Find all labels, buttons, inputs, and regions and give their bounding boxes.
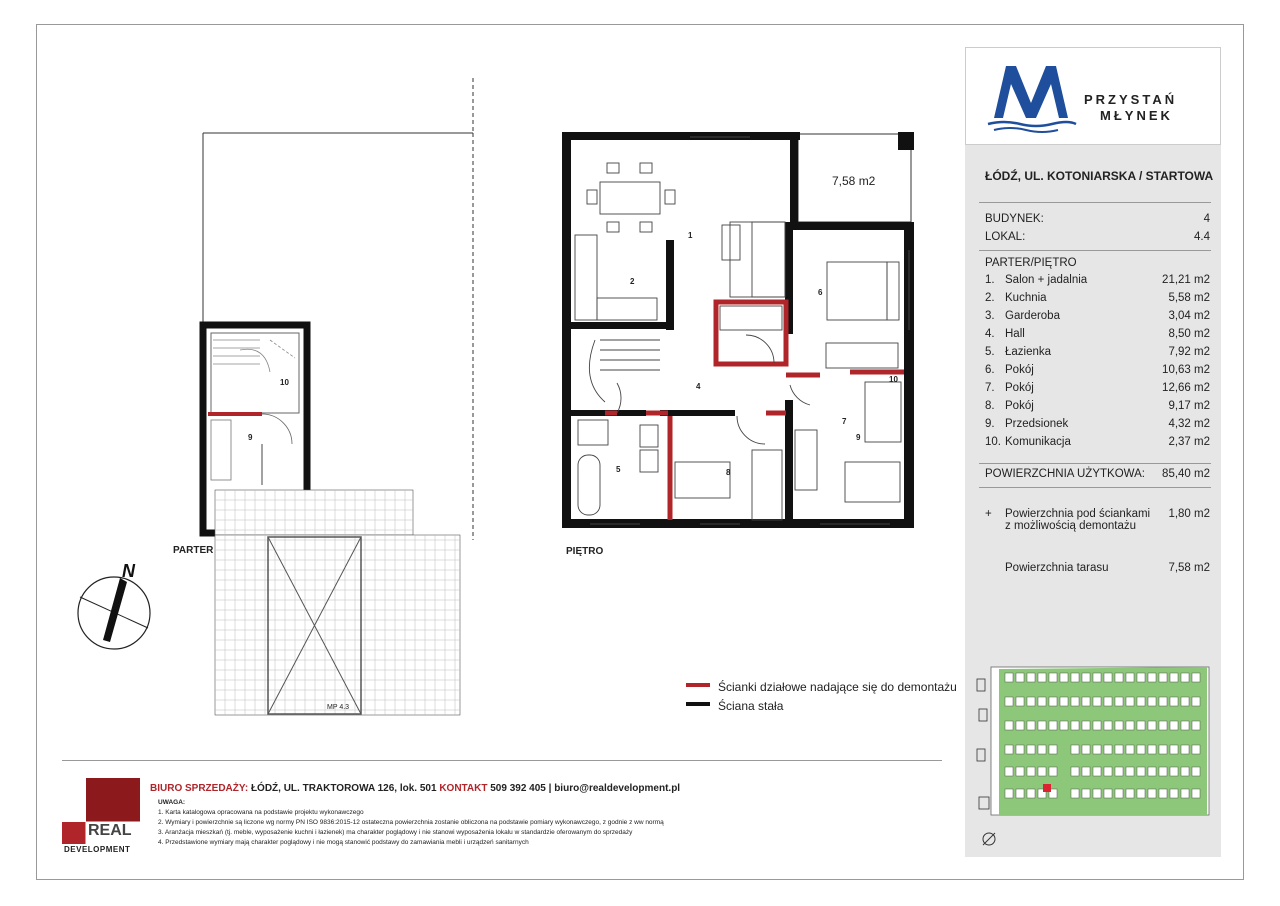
ground-floor-plan	[60, 70, 480, 730]
room-row: 6. Pokój 10,63 m2	[985, 364, 1210, 376]
site-map	[971, 659, 1217, 855]
floors-label: PARTER/PIĘTRO	[985, 257, 1077, 269]
parter-label: PARTER	[173, 545, 214, 556]
room-number-6: 6	[818, 288, 823, 297]
legend-removable: Ścianki działowe nadające się do demontażu	[718, 680, 957, 694]
address: ŁÓDŹ, UL. KOTONIARSKA / STARTOWA	[985, 169, 1214, 183]
legend-fixed: Ściana stała	[718, 699, 784, 713]
room-number-1: 1	[688, 231, 693, 240]
note-item: 1. Karta katalogowa opracowana na podstawie projektu wykonawczego	[158, 809, 364, 816]
note-item: 2. Wymiary i powierzchnie są liczone wg normy PN ISO 9836:2015-12 ostateczna powierzchnia zostanie obliczona na podstawie pomiary wykonawczego, z godnie z ww normą	[158, 819, 664, 826]
note-item: 3. Aranżacja mieszkań (tj. meble, wyposażenie kuchni i łazienek) ma charakter poglądowy i nie stanowi wyposażenia lokalu w standardzie oferowanym do sprzedaży	[158, 829, 633, 836]
room-row: 9. Przedsionek 4,32 m2	[985, 418, 1210, 430]
room-number-10: 10	[280, 378, 289, 387]
budynek-row: BUDYNEK: 4	[985, 213, 1210, 225]
logo-text: PRZYSTAŃ MŁYNEK	[1084, 92, 1178, 123]
room-row: 7. Pokój 12,66 m2	[985, 382, 1210, 394]
usable-area-row: POWIERZCHNIA UŻYTKOWA: 85,40 m2	[985, 468, 1210, 480]
note-item: 4. Przedstawione wymiary mają charakter poglądowy i nie mogą stanowić podstawy do zamawiania mebli i urządzeń sanitarnych	[158, 839, 529, 846]
room-number-7: 7	[842, 417, 847, 426]
room-number-8: 8	[726, 468, 731, 477]
room-number-10: 10	[889, 375, 898, 384]
room-row: 1. Salon + jadalnia 21,21 m2	[985, 274, 1210, 286]
sales-office: BIURO SPRZEDAŻY: ŁÓDŹ, UL. TRAKTOROWA 126, lok. 501 KONTAKT 509 392 405 | biuro@realdevelopment.pl	[150, 783, 681, 794]
pietro-label: PIĘTRO	[566, 546, 604, 557]
room-row: 2. Kuchnia 5,58 m2	[985, 292, 1210, 304]
upper-floor-plan	[560, 130, 920, 530]
mp-label: MP 4.3	[327, 704, 350, 711]
room-number-2: 2	[630, 277, 635, 286]
room-number-4: 4	[696, 382, 701, 391]
walls-extra-row: + Powierzchnia pod ściankami z możliwością demontażu 1,80 m2	[985, 508, 1210, 532]
room-number-9: 9	[856, 433, 861, 442]
terrace-area: 7,58 m2	[832, 174, 876, 188]
room-row: 4. Hall 8,50 m2	[985, 328, 1210, 340]
room-row: 3. Garderoba 3,04 m2	[985, 310, 1210, 322]
brand-sub: DEVELOPMENT	[64, 845, 131, 854]
room-number-5: 5	[616, 465, 621, 474]
legend-swatches	[686, 680, 716, 710]
north-label: N	[122, 561, 135, 581]
room-row: 10. Komunikacja 2,37 m2	[985, 436, 1210, 448]
room-row: 8. Pokój 9,17 m2	[985, 400, 1210, 412]
lokal-row: LOKAL: 4.4	[985, 231, 1210, 243]
room-number-9: 9	[248, 433, 253, 442]
brand-name: REAL	[88, 822, 132, 839]
info-sidebar	[965, 47, 1221, 857]
notes: UWAGA: 1. Karta katalogowa opracowana na podstawie projektu wykonawczego 2. Wymiary i powierzchnie są liczone wg normy PN ISO 9836:2015-12 ostateczna powierzchnia zostanie obliczona na podstawie pomiary wykonawczego, z godnie z ww normą 3. Aranżacja mieszkań (tj. meble, wyposażenie kuchni i łazienek) ma charakter poglądowy i nie stanowi wyposażenia lokalu w standardzie oferowanym do sprzedaży 4. Przedstawione wymiary mają charakter poglądowy i nie mogą stanowić podstawy do zamawiania mebli i urządzeń sanitarnych	[158, 799, 664, 846]
room-row: 5. Łazienka 7,92 m2	[985, 346, 1210, 358]
footer-divider	[62, 760, 942, 761]
logo	[965, 47, 1221, 145]
logo-mark	[984, 58, 1078, 136]
terrace-row: Powierzchnia tarasu 7,58 m2	[1005, 562, 1210, 574]
